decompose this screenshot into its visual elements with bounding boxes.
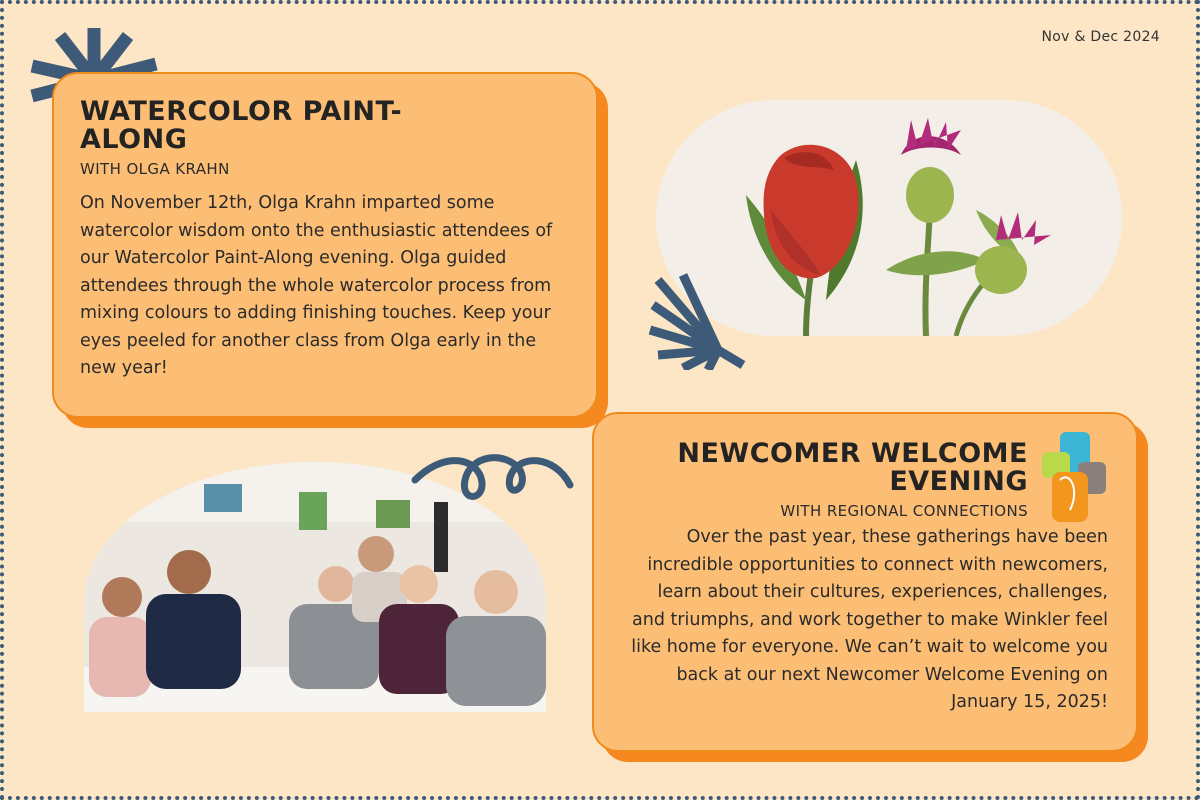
watercolor-subtitle: WITH OLGA KRAHN [80, 160, 230, 178]
newcomer-subtitle: WITH REGIONAL CONNECTIONS [780, 502, 1028, 520]
half-burst-decoration-icon [648, 270, 758, 370]
newcomer-body: Over the past year, these gatherings have been incredible opportunities to connect with newcomers, learn about their cultures, experiences, challenges, and triumphs, and work together to make Winkler feel like home for everyone. We can’t wait to welcome you back at our next Newcomer Welcome Evening on January 15, 2025! [631, 527, 1108, 712]
issue-date: Nov & Dec 2024 [1041, 29, 1160, 45]
watercolor-event-card [52, 72, 598, 418]
watercolor-title: WATERCOLOR PAINT-ALONG [80, 96, 403, 155]
squiggle-decoration-icon [410, 445, 575, 525]
newcomer-event-card [592, 412, 1138, 752]
watercolor-body: On November 12th, Olga Krahn imparted some watercolor wisdom onto the enthusiastic attendees of our Watercolor Paint-Along evening. Olga guided attendees through the whole watercolor process from mixing colours to adding finishing touches. Keep your eyes peeled for another class from Olga early in the new year! [80, 193, 553, 378]
abstract-shapes-icon [1040, 430, 1108, 525]
newcomer-title: NEWCOMER WELCOME EVENING [677, 438, 1028, 497]
